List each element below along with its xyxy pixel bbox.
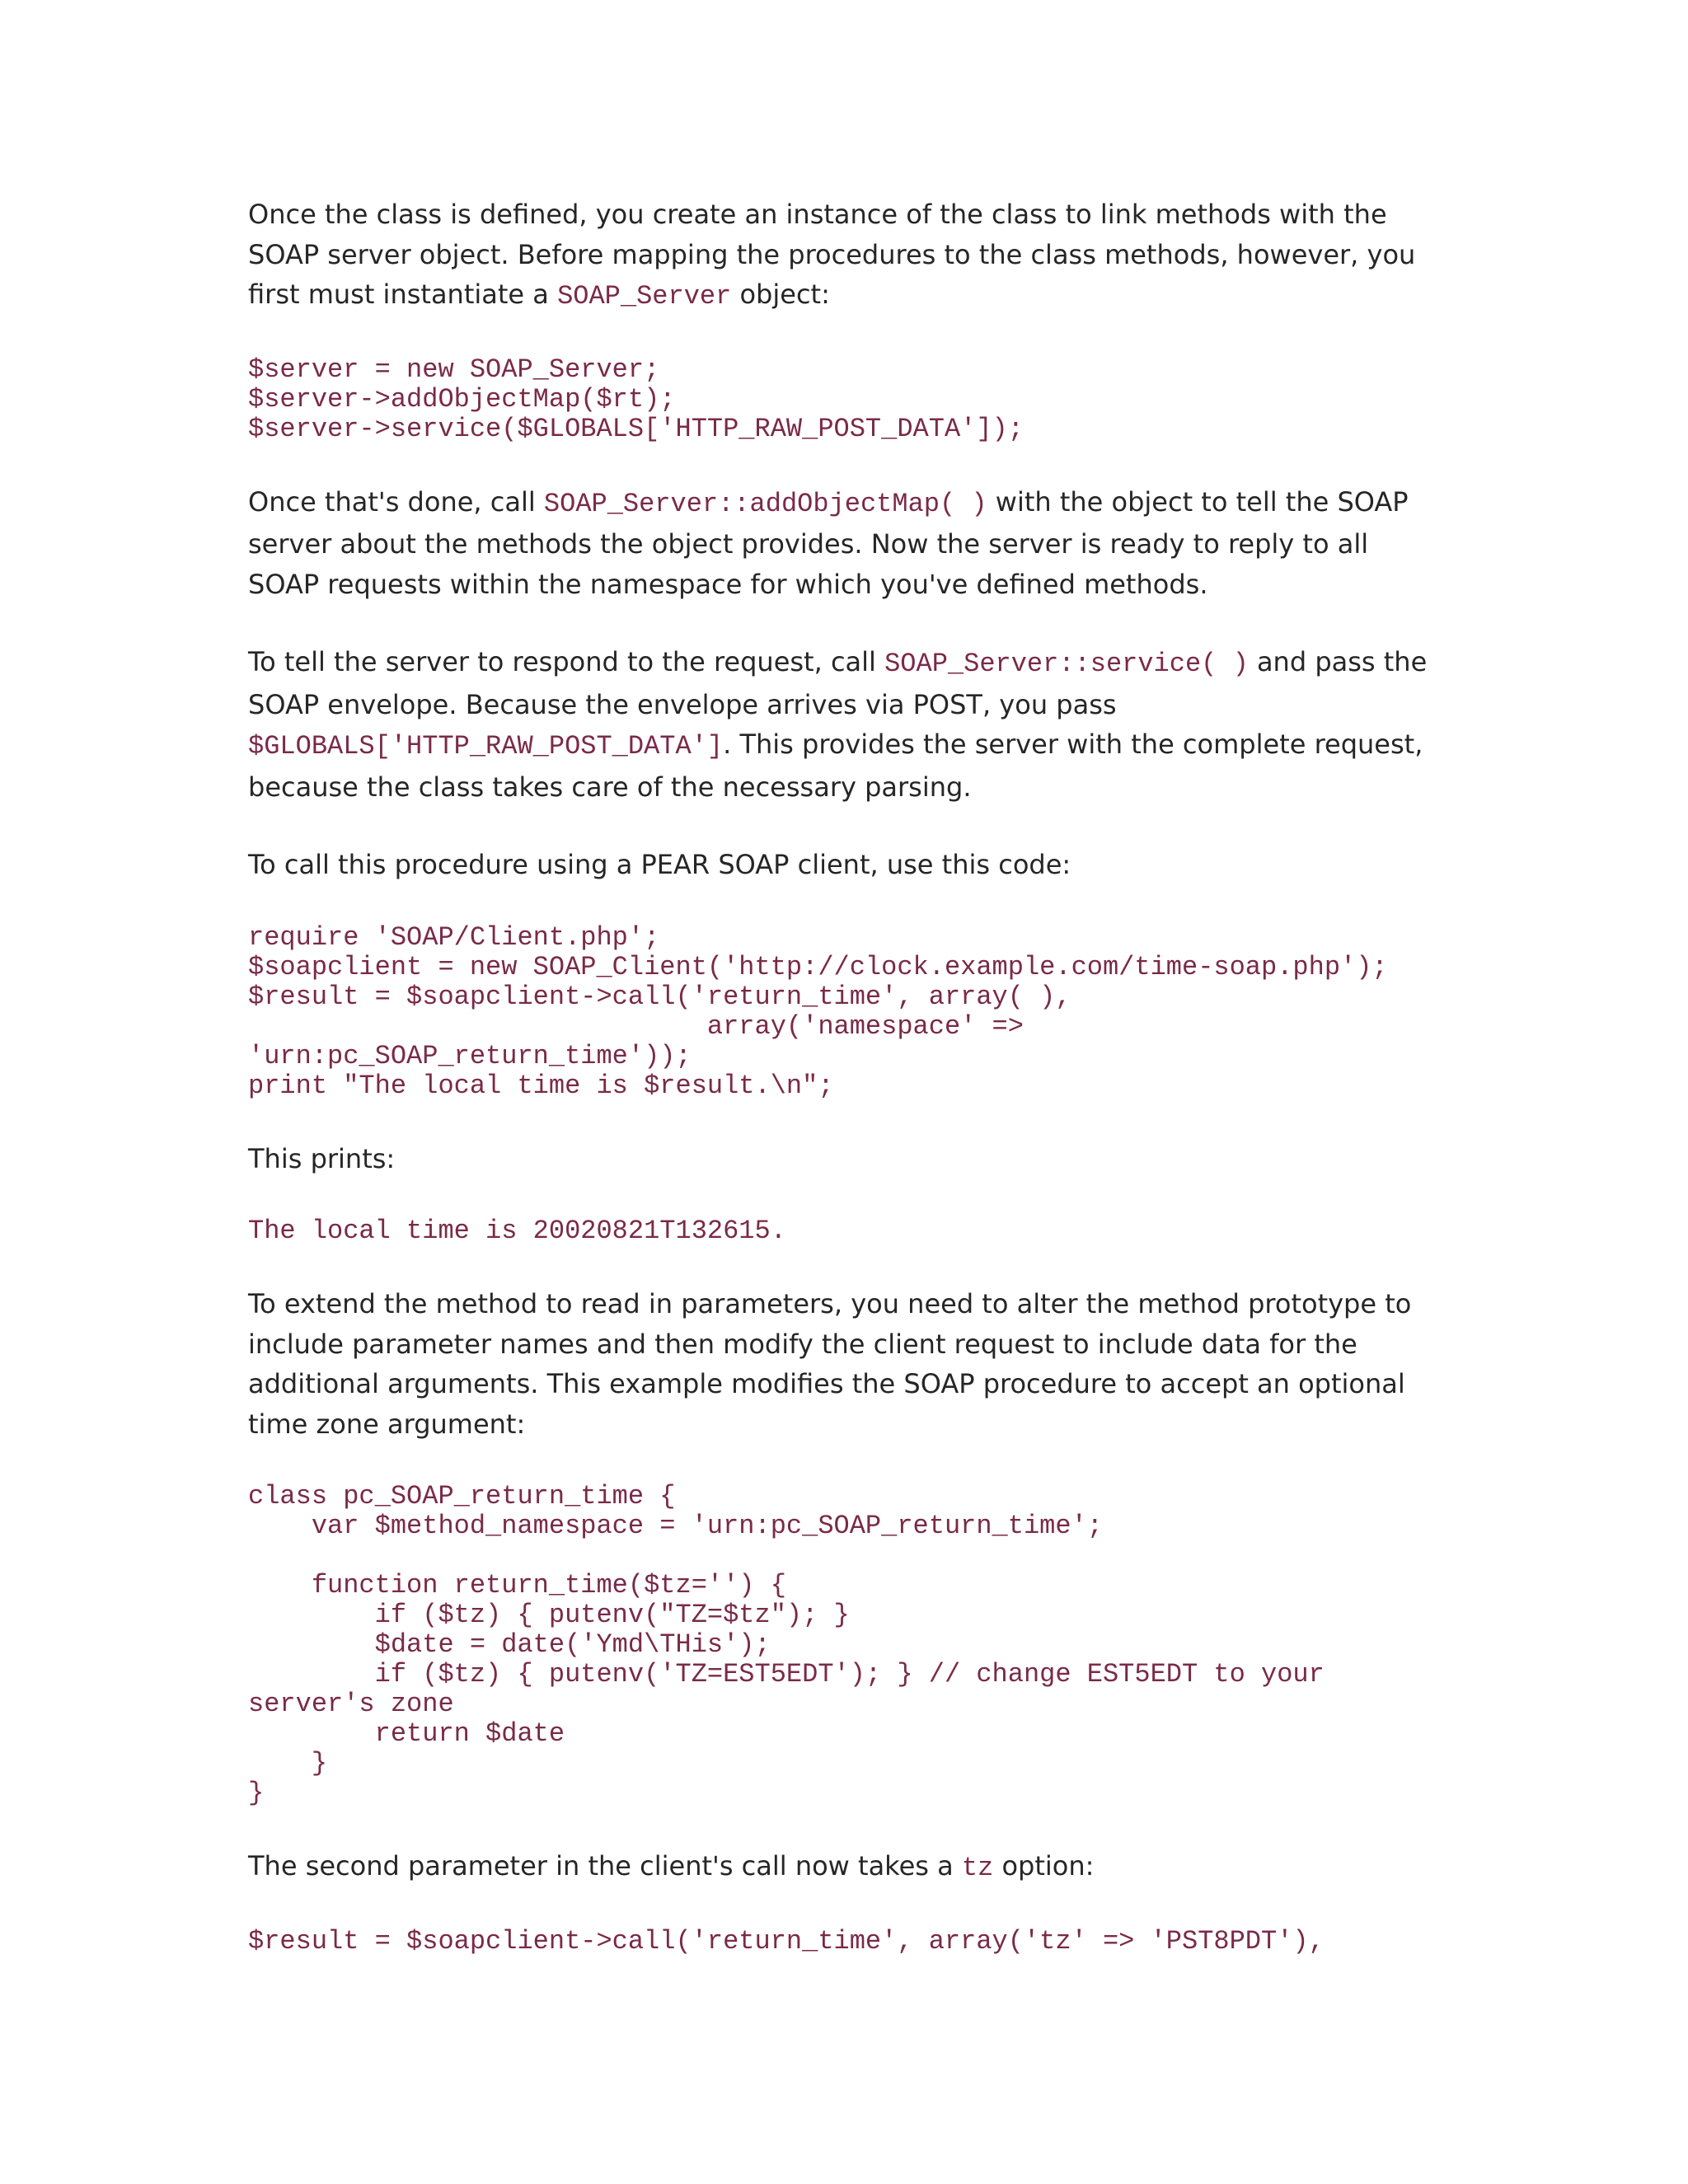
paragraph-text: To tell the server to respond to the request, call xyxy=(248,646,885,677)
paragraph-add-object-map xyxy=(248,482,1435,605)
code-block-class-definition: class pc_SOAP_return_time { var $method_namespace = 'urn:pc_SOAP_return_time'; function return_time($tz='') { if ($tz) { putenv("TZ=$tz"); } $date = date('Ymd\THis'); if ($tz) { putenv('TZ=EST5EDT'); } // change EST5EDT to your server's zone return $date } } xyxy=(248,1481,1325,1808)
paragraph-text: This prints: xyxy=(248,1142,396,1174)
code-block-soap-client: require 'SOAP/Client.php'; $soapclient = new SOAP_Client('http://clock.example.com/time-soap.php'); $result = $soapclient->call('return_time', array( ), array('namespace' => 'urn:pc_SOAP_return_time')); print "The local time is $result.\n"; xyxy=(248,921,1388,1101)
paragraph-text: option: xyxy=(993,1850,1095,1882)
inline-code-service: SOAP_Server::service( ) xyxy=(884,649,1249,679)
paragraph-text: and pass the SOAP envelope. Because the envelope arrives via POST, you pass xyxy=(248,646,1428,720)
paragraph-this-prints xyxy=(248,1139,1435,1179)
code-block-tz-call: $result = $soapclient->call('return_time', array('tz' => 'PST8PDT'), xyxy=(248,1925,1325,1957)
paragraph-extend-method xyxy=(248,1284,1435,1444)
paragraph-text: Once that's done, call xyxy=(248,485,544,518)
inline-code-add-object-map: SOAP_Server::addObjectMap( ) xyxy=(543,488,987,519)
paragraph-text: The second parameter in the client's call now takes a xyxy=(248,1850,962,1882)
paragraph-service-call xyxy=(248,642,1435,807)
paragraph-text: To extend the method to read in parameters, you need to alter the method prototype to include parameter names and then modify the client request to include data for the additional arguments. This example modifies the SOAP procedure to accept an optional time zone argument: xyxy=(248,1288,1412,1440)
paragraph-instantiate-server xyxy=(248,194,1435,317)
paragraph-text: To call this procedure using a PEAR SOAP client, use this code: xyxy=(248,849,1071,880)
inline-code-soap-server: SOAP_Server xyxy=(557,281,732,312)
code-block-output: The local time is 20020821T132615. xyxy=(248,1216,786,1246)
paragraph-text: with the object to tell the SOAP server about the methods the object provides. Now the server is ready to reply to all SOAP requests within the namespace for which you've defined methods. xyxy=(248,485,1409,600)
paragraph-text: Once the class is defined, you create an instance of the class to link methods with the SOAP server object. Before mapping the procedures to the class methods, however, you first must instantiate a xyxy=(248,199,1416,310)
code-block-server-setup: $server = new SOAP_Server; $server->addObjectMap($rt); $server->service($GLOBALS['HTTP_RAW_POST_DATA']); xyxy=(248,354,1024,444)
inline-code-tz: tz xyxy=(961,1853,994,1883)
paragraph-text: . This provides the server with the complete request, because the class takes care of the necessary parsing. xyxy=(248,729,1423,803)
document-page xyxy=(248,194,1435,1994)
paragraph-text: object: xyxy=(731,279,830,310)
paragraph-client-intro xyxy=(248,845,1435,885)
inline-code-globals: $GLOBALS['HTTP_RAW_POST_DATA'] xyxy=(248,731,724,762)
paragraph-tz-option xyxy=(248,1846,1435,1889)
